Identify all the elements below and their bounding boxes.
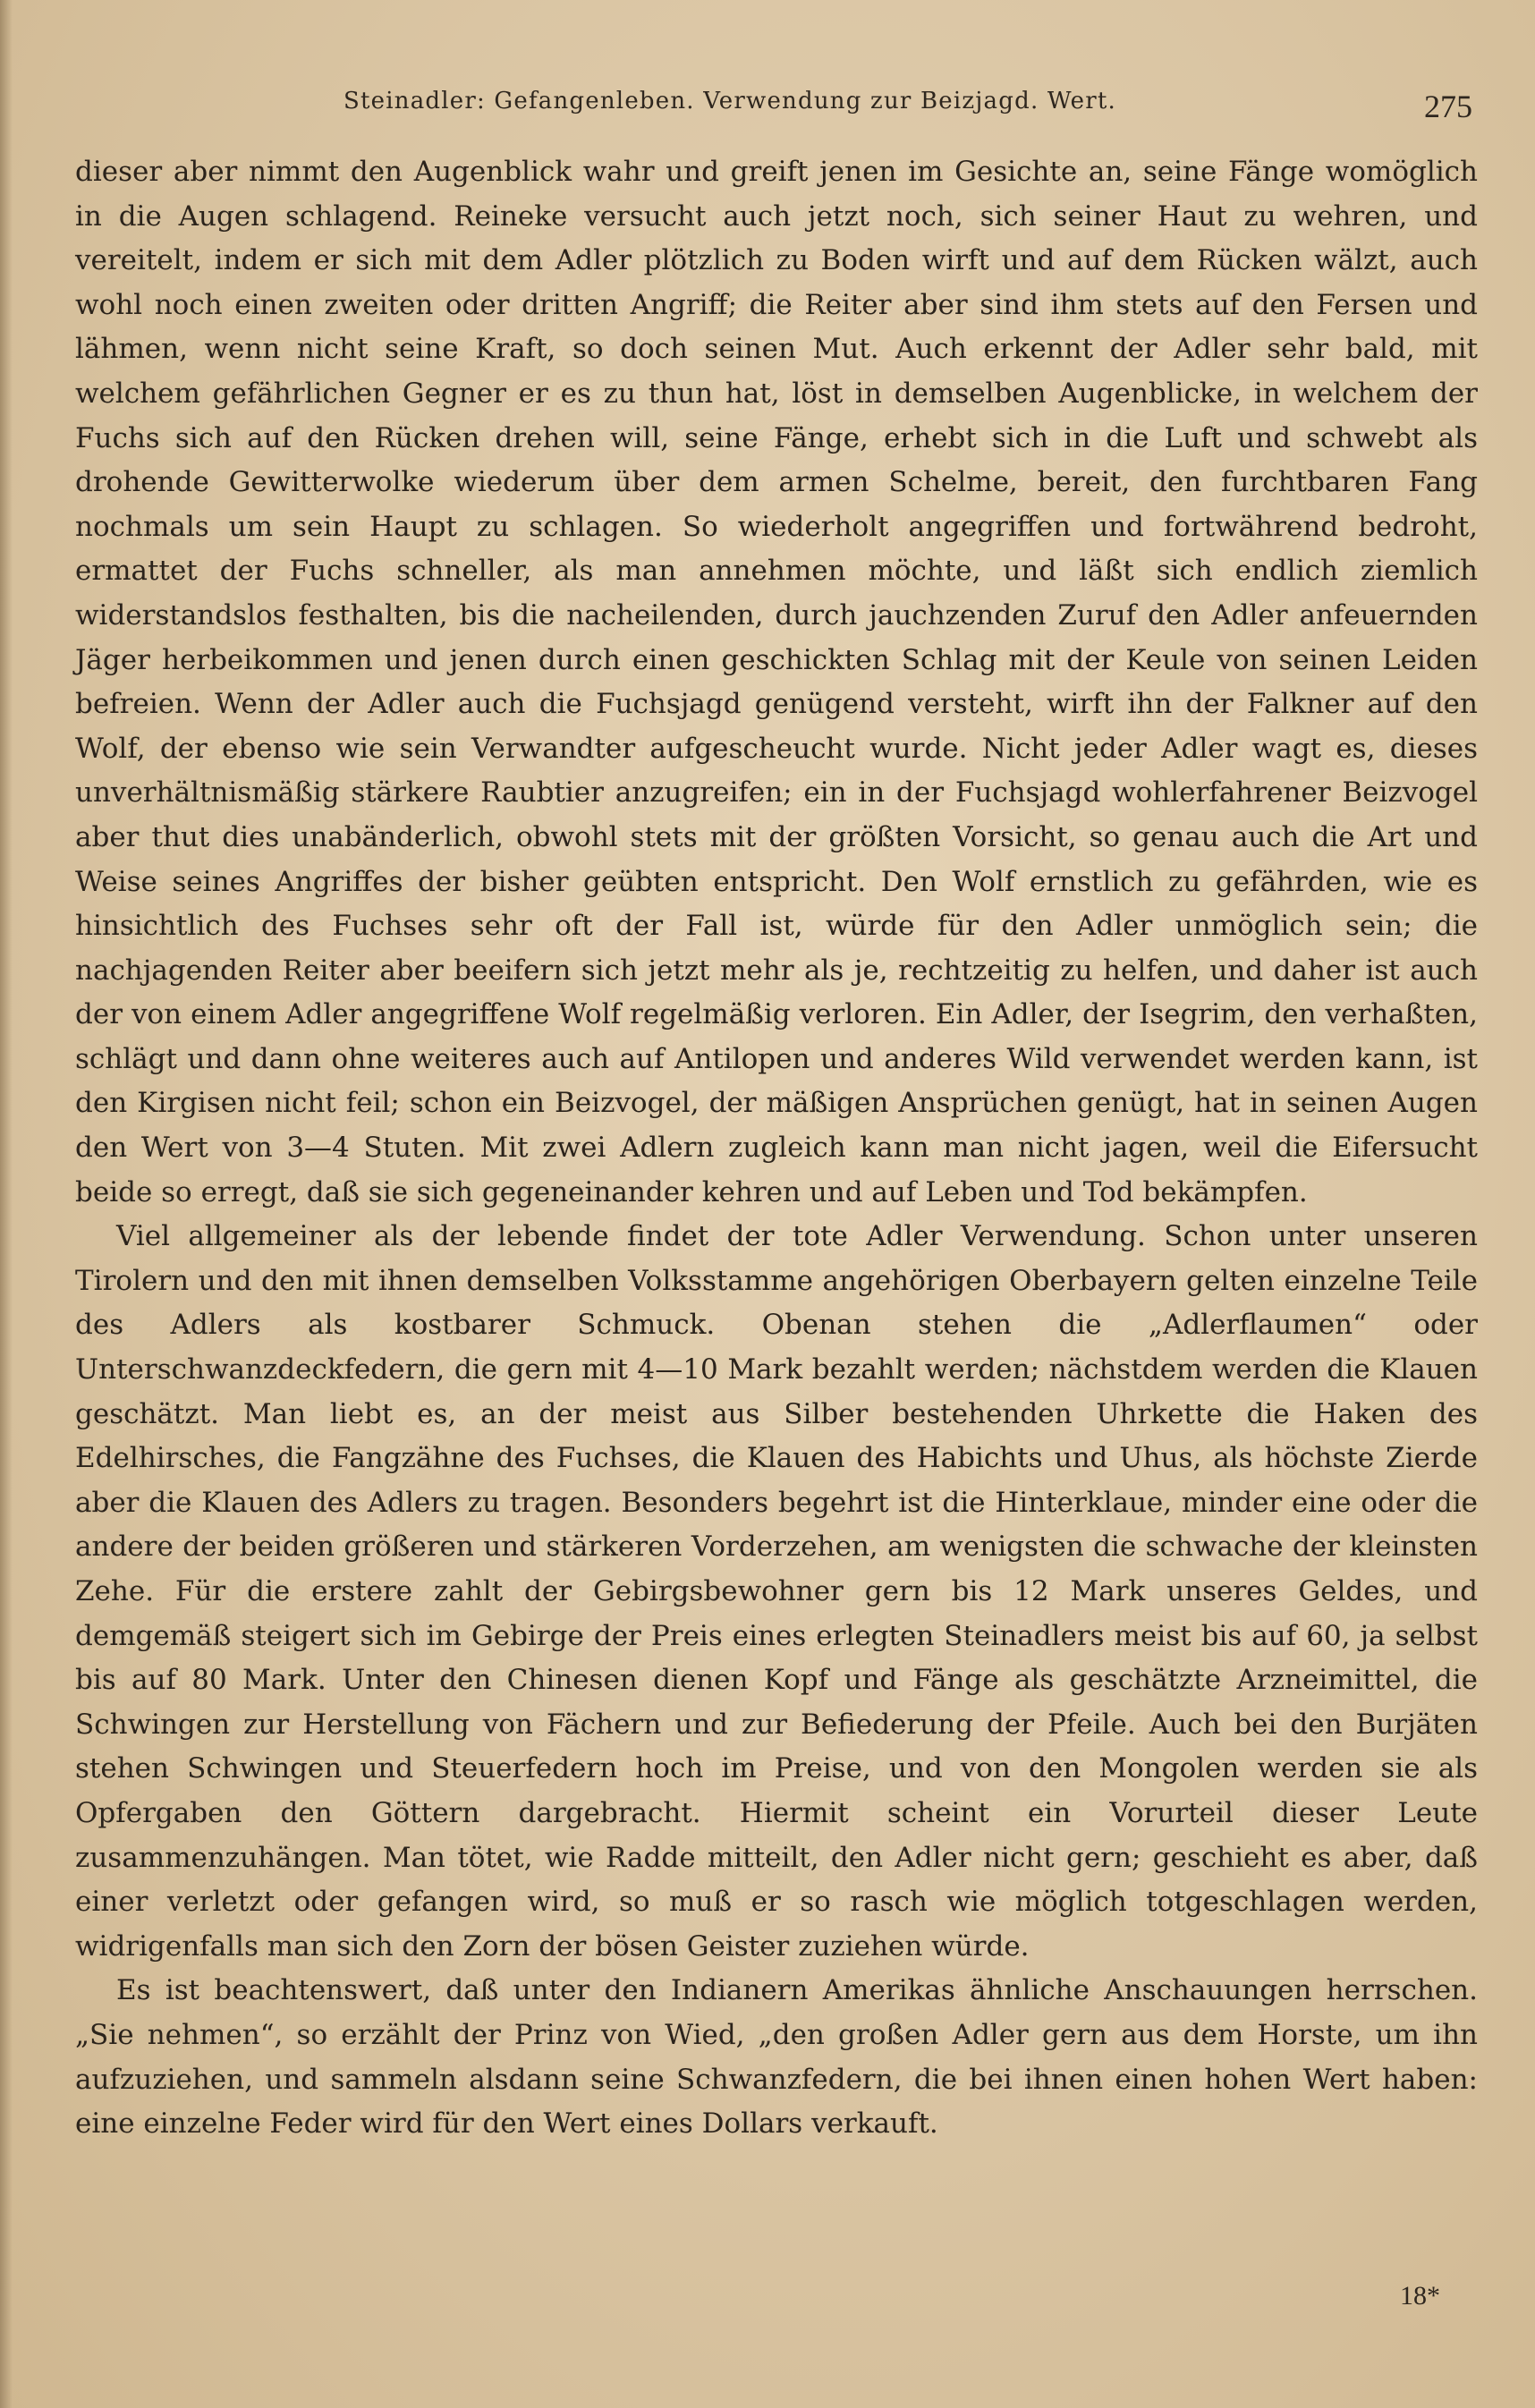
running-head [75,79,1478,125]
paragraph-3: Es ist beachtenswert, daß unter den Indianern Amerikas ähnliche Anschauungen herrschen. „Sie nehmen“, so erzählt der Prinz von Wied, „den großen Adler gern aus dem Horste, um ihn aufzuziehen, und sammeln alsdann seine Schwanzfedern, die bei ihnen einen hohen Wert haben: eine einzelne Feder wird für den Wert eines Dollars verkauft. [75,1974,1478,2141]
paragraph-1: dieser aber nimmt den Augenblick wahr und greift jenen im Gesichte an, seine Fänge womöglich in die Augen schlagend. Reineke versucht auch jetzt noch, sich seiner Haut zu wehren, und vereitelt, indem er sich mit dem Adler plötzlich zu Boden wirft und auf dem Rücken wälzt, auch wohl noch einen zweiten oder dritten Angriff; die Reiter aber sind ihm stets auf den Fersen und lähmen, wenn nicht seine Kraft, so doch seinen Mut. Auch erkennt der Adler sehr bald, mit welchem gefährlichen Gegner er es zu thun hat, löst in demselben Augenblicke, in welchem der Fuchs sich auf den Rücken drehen will, seine Fänge, erhebt sich in die Luft und schwebt als drohende Gewitterwolke wiederum über dem armen Schelme, bereit, den furchtbaren Fang nochmals um sein Haupt zu schlagen. So wiederholt angegriffen und fortwährend bedroht, ermattet der Fuchs schneller, als man annehmen möchte, und läßt sich endlich ziemlich widerstandslos festhalten, bis die nacheilenden, durch jauchzenden Zuruf den Adler anfeuernden Jäger herbeikommen und jenen durch einen geschickten Schlag mit der Keule von seinen Leiden befreien. Wenn der Adler auch die Fuchsjagd genügend versteht, wirft ihn der Falkner auf den Wolf, der ebenso wie sein Verwandter aufgescheucht wurde. Nicht jeder Adler wagt es, dieses unverhältnismäßig stärkere Raubtier anzugreifen; ein in der Fuchsjagd wohlerfahrener Beizvogel aber thut dies unabänderlich, obwohl stets mit der größten Vorsicht, so genau auch die Art und Weise seines Angriffes der bisher geübten entspricht. Den Wolf ernstlich zu gefährden, wie es hinsichtlich des Fuchses sehr oft der Fall ist, würde für den Adler unmöglich sein; die nachjagenden Reiter aber beeifern sich jetzt mehr als je, rechtzeitig zu helfen, und daher ist auch der von einem Adler angegriffene Wolf regelmäßig verloren. Ein Adler, der Isegrim, den verhaßten, schlägt und dann ohne weiteres auch auf Antilopen und anderes Wild verwendet werden kann, ist den Kirgisen nicht feil; schon ein Beizvogel, der mäßigen Ansprüchen genügt, hat in seinen Augen den Wert von 3—4 Stuten. Mit zwei Adlern zugleich kann man nicht jagen, weil die Eifersucht beide so erregt, daß sie sich gegeneinander kehren und auf Leben und Tod bekämpfen. [75,156,1478,1208]
paragraph-2: Viel allgemeiner als der lebende findet der tote Adler Verwendung. Schon unter unseren Tirolern und den mit ihnen demselben Volksstamme angehörigen Oberbayern gelten einzelne Teile des Adlers als kostbarer Schmuck. Obenan stehen die „Adlerflaumen“ oder Unterschwanzdeckfedern, die gern mit 4—10 Mark bezahlt werden; nächstdem werden die Klauen geschätzt. Man liebt es, an der meist aus Silber bestehenden Uhrkette die Haken des Edelhirsches, die Fangzähne des Fuchses, die Klauen des Habichts und Uhus, als höchste Zierde aber die Klauen des Adlers zu tragen. Besonders begehrt ist die Hinterklaue, minder eine oder die andere der beiden größeren und stärkeren Vorderzehen, am wenigsten die schwache der kleinsten Zehe. Für die erstere zahlt der Gebirgsbewohner gern bis 12 Mark unseres Geldes, und demgemäß steigert sich im Gebirge der Preis eines erlegten Steinadlers meist bis auf 60, ja selbst bis auf 80 Mark. Unter den Chinesen dienen Kopf und Fänge als geschätzte Arzneimittel, die Schwingen zur Herstellung von Fächern und zur Befiederung der Pfeile. Auch bei den Burjäten stehen Schwingen und Steuerfedern hoch im Preise, und von den Mongolen werden sie als Opfergaben den Göttern dargebracht. Hiermit scheint ein Vorurteil dieser Leute zusammenzuhängen. Man tötet, wie Radde mitteilt, den Adler nicht gern; geschieht es aber, daß einer verletzt oder gefangen wird, so muß er so rasch wie möglich totgeschlagen werden, widrigenfalls man sich den Zorn der bösen Geister zuziehen würde. [75,1220,1478,1963]
body-text [75,150,1478,2147]
signature-mark: 18* [1400,2281,1440,2310]
running-head-title: Steinadler: Gefangenleben. Verwendung zur Beizjagd. Wert. [343,88,1117,114]
page-number: 275 [1424,89,1472,124]
